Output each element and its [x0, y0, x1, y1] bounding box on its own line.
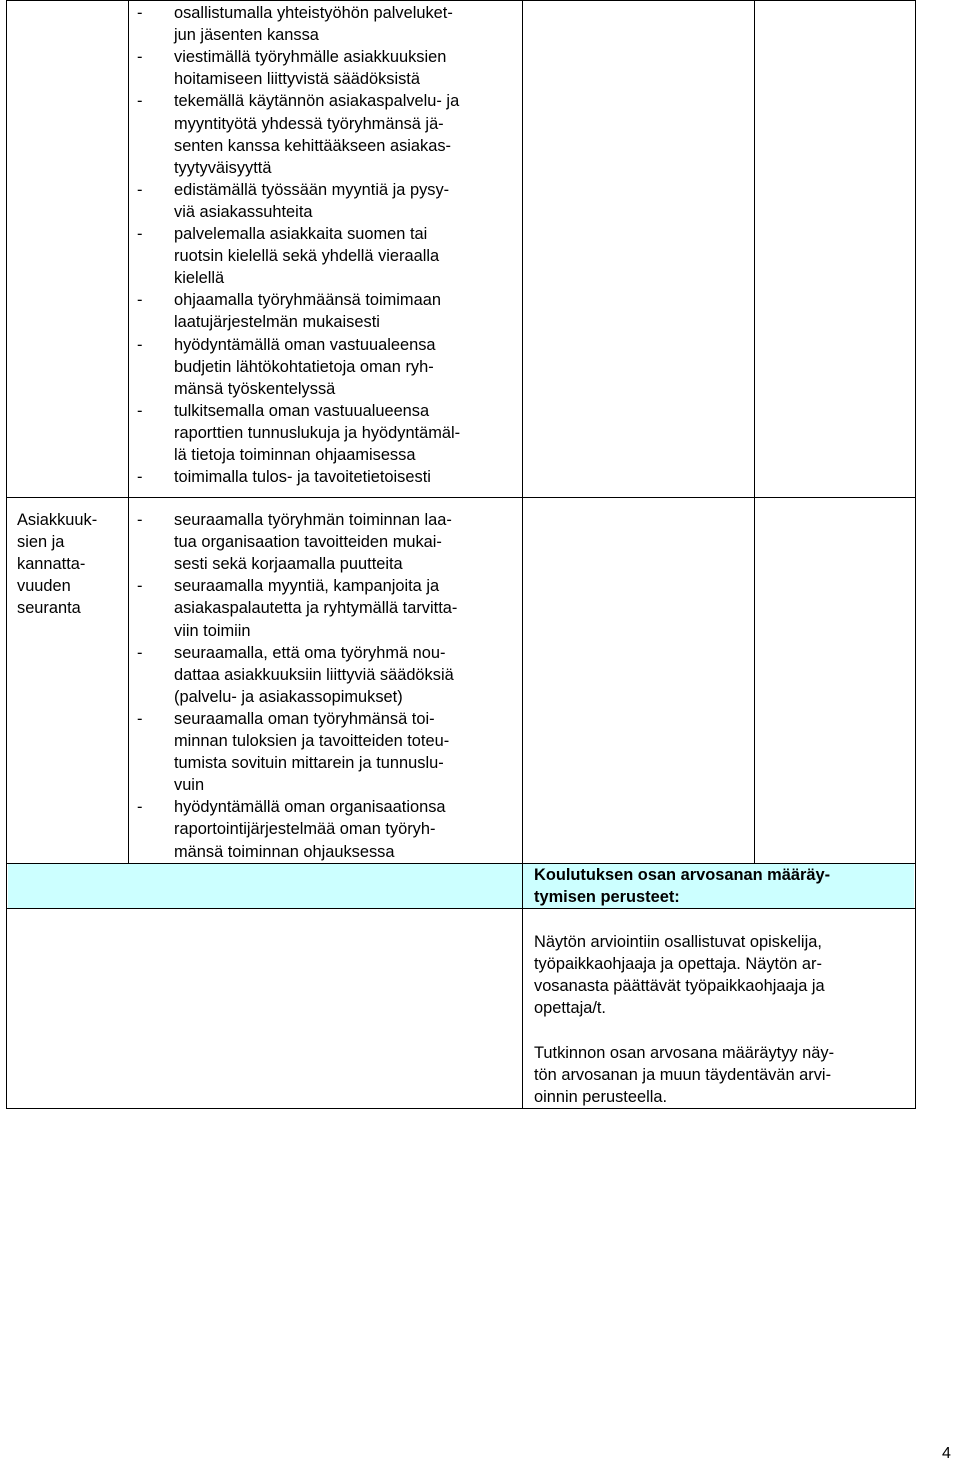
bullet-dash: -	[137, 291, 143, 310]
bullet-dash: -	[137, 335, 143, 354]
bullet-dash: -	[137, 92, 143, 111]
bullet-text-line: seuraamalla työryhmän toiminnan laa-	[174, 511, 452, 529]
bullet-text-line: osallistumalla yhteistyöhön palveluket-	[174, 4, 453, 22]
bullet-text-line: lä tietoja toiminnan ohjaamisessa	[174, 446, 416, 464]
grading-heading-line: Koulutuksen osan arvosanan määräy-	[534, 866, 831, 884]
bullet-text-line: viä asiakassuhteita	[174, 202, 313, 221]
grading-paragraph-line: oinnin perusteella.	[534, 1088, 668, 1107]
bullet-text-line: raporttien tunnuslukuja ja hyödyntämäl-	[174, 423, 461, 442]
bullet-text-line: hoitamiseen liittyvistä säädöksistä	[174, 70, 420, 89]
bullet-text-line: toimimalla tulos- ja tavoitetietoisesti	[174, 468, 431, 487]
bullet-text-line: laatujärjestelmän mukaisesti	[174, 313, 380, 332]
bullet-text-line: tekemällä käytännön asiakaspalvelu- ja	[174, 92, 460, 111]
bullet-dash: -	[137, 577, 143, 596]
bullet-text-line: mänsä työskentelyssä	[174, 379, 336, 398]
bullet-text-line: raportointijärjestelmää oman työryh-	[174, 820, 436, 839]
bullet-text-line: kielellä	[174, 269, 225, 288]
grading-paragraph-line: vosanasta päättävät työpaikkaohjaaja ja	[534, 977, 825, 996]
bullet-text-line: (palvelu- ja asiakassopimukset)	[174, 687, 403, 706]
table-border-top	[6, 0, 916, 1]
row-divider-1	[6, 497, 916, 498]
bullet-text-line: viestimällä työryhmälle asiakkuuksien	[174, 48, 447, 67]
row-label-line: sien ja	[17, 533, 65, 552]
bullet-text-line: hyödyntämällä oman vastuualeensa	[174, 335, 436, 354]
bullet-text-line: minnan tuloksien ja tavoitteiden toteu-	[174, 732, 450, 750]
column-divider-3	[754, 0, 755, 864]
bullet-text-line: budjetin lähtökohtatietoja oman ryh-	[174, 357, 434, 376]
bullet-text-line: seuraamalla myyntiä, kampanjoita ja	[174, 577, 440, 596]
bullet-text-line: dattaa asiakkuuksiin liittyviä säädöksiä	[174, 665, 454, 684]
bullet-dash: -	[137, 48, 143, 67]
bullet-dash: -	[137, 511, 143, 529]
row-label-line: kannatta-	[17, 555, 86, 574]
grading-paragraph-line: Tutkinnon osan arvosana määräytyy näy-	[534, 1044, 835, 1062]
grading-heading-line: tymisen perusteet:	[534, 888, 680, 907]
bullet-dash: -	[137, 468, 143, 487]
bullet-text-line: ruotsin kielellä sekä yhdellä vieraalla	[174, 247, 440, 266]
bullet-text-line: senten kanssa kehittääkseen asiakas-	[174, 136, 451, 155]
row-label-line: Asiakkuuk-	[17, 511, 98, 529]
column-divider-1	[128, 0, 129, 864]
bullet-text-line: ohjaamalla työryhmäänsä toimimaan	[174, 291, 441, 310]
table-border-left	[6, 0, 7, 1109]
page-number: 4	[942, 1445, 951, 1462]
bullet-dash: -	[137, 709, 143, 728]
bullet-text-line: seuraamalla oman työryhmänsä toi-	[174, 709, 435, 728]
grading-paragraph-line: opettaja/t.	[534, 999, 606, 1018]
bullet-text-line: tua organisaation tavoitteiden mukai-	[174, 533, 442, 552]
grading-paragraph-line: työpaikkaohjaaja ja opettaja. Näytön ar-	[534, 955, 822, 974]
bullet-dash: -	[137, 401, 143, 420]
bullet-text-line: asiakaspalautetta ja ryhtymällä tarvitta-	[174, 599, 458, 618]
bullet-dash: -	[137, 4, 143, 22]
grading-paragraph-line: tön arvosanan ja muun täydentävän arvi-	[534, 1066, 832, 1085]
bullet-dash: -	[137, 643, 143, 662]
bullet-text-line: tulkitsemalla oman vastuualueensa	[174, 401, 430, 420]
row-label-line: seuranta	[17, 599, 81, 618]
column-divider-2	[522, 0, 523, 1109]
bullet-text-line: myyntityötä yhdessä työryhmänsä jä-	[174, 114, 444, 133]
bullet-text-line: jun jäsenten kanssa	[174, 26, 319, 45]
row-divider-3	[6, 908, 916, 909]
bullet-text-line: mänsä toiminnan ohjauksessa	[174, 842, 395, 861]
bullet-text-line: tyytyväisyyttä	[174, 158, 272, 177]
bullet-text-line: seuraamalla, että oma työryhmä nou-	[174, 643, 446, 662]
bullet-text-line: vuin	[174, 776, 205, 795]
bullet-text-line: viin toimiin	[174, 621, 251, 640]
bullet-text-line: palvelemalla asiakkaita suomen tai	[174, 225, 428, 243]
table-border-right	[915, 0, 916, 1109]
bullet-text-line: hyödyntämällä oman organisaationsa	[174, 798, 446, 817]
bullet-dash: -	[137, 180, 143, 199]
bullet-text-line: sesti sekä korjaamalla puutteita	[174, 555, 403, 574]
bullet-dash: -	[137, 798, 143, 817]
row-label-line: vuuden	[17, 577, 71, 596]
grading-paragraph-line: Näytön arviointiin osallistuvat opiskelija,	[534, 933, 822, 951]
bullet-text-line: tumista sovituin mittarein ja tunnuslu-	[174, 754, 444, 773]
bullet-text-line: edistämällä työssään myyntiä ja pysy-	[174, 180, 450, 199]
table-border-bottom	[6, 1108, 916, 1109]
bullet-dash: -	[137, 225, 143, 243]
